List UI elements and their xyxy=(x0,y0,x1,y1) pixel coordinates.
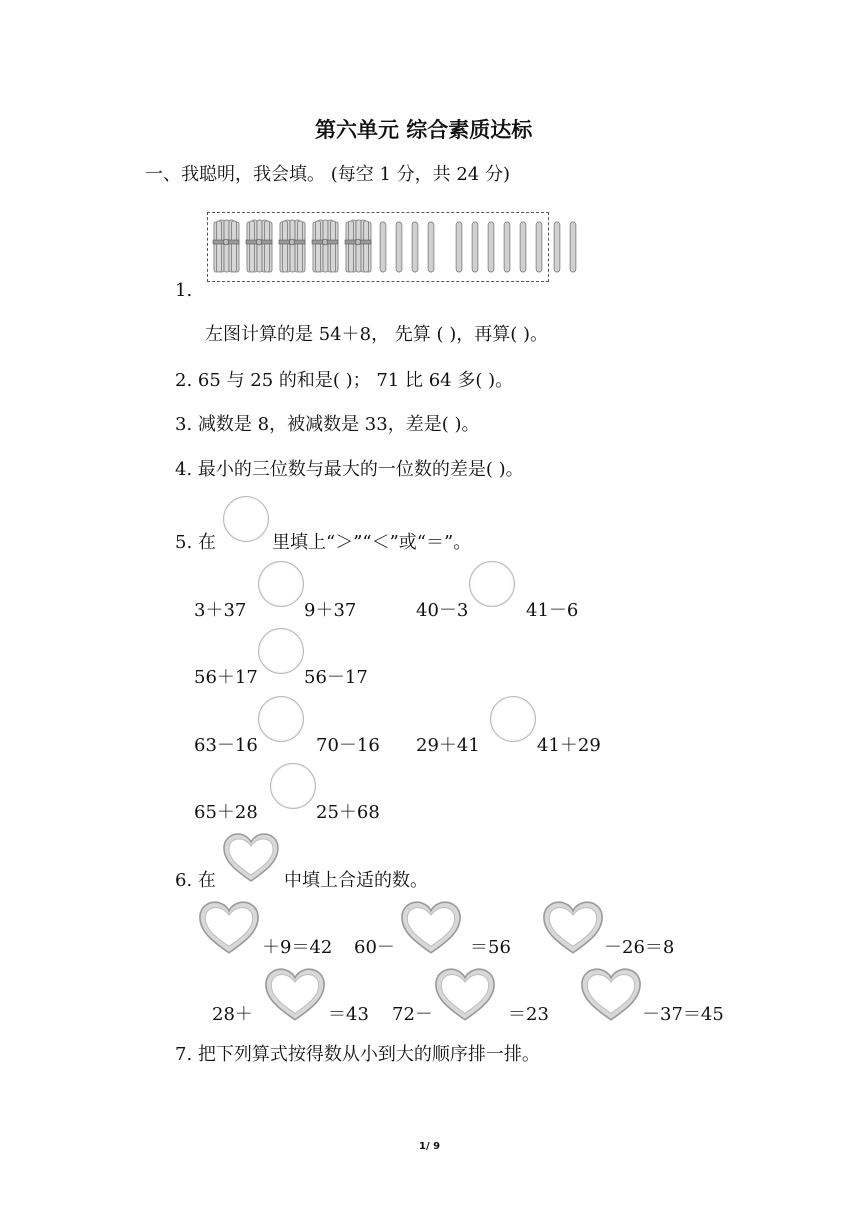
compare-circle-icon xyxy=(223,496,269,542)
stick-icon xyxy=(520,222,526,272)
stick-icon xyxy=(536,222,542,272)
q2-text: 2. 65 与 25 的和是( )； 71 比 64 多( )。 xyxy=(175,370,514,391)
q7-text: 7. 把下列算式按得数从小到大的顺序排一排。 xyxy=(175,1044,540,1065)
q5-expr: 56－17 xyxy=(304,667,368,688)
q6-expr: －37＝45 xyxy=(642,1004,724,1025)
page-number: 1/ 9 xyxy=(419,1141,441,1152)
stick-icon xyxy=(504,222,510,272)
stick-icon xyxy=(412,222,418,272)
stick-icon xyxy=(456,222,462,272)
answer-circle[interactable] xyxy=(258,696,304,742)
q4-text: 4. 最小的三位数与最大的一位数的差是( )。 xyxy=(175,459,524,480)
answer-circle[interactable] xyxy=(258,561,304,607)
stick-icon xyxy=(570,222,576,272)
answer-circle[interactable] xyxy=(258,628,304,674)
stick-bundle-icon xyxy=(213,220,239,272)
stick-icon xyxy=(396,222,402,272)
q6-expr: ＝43 xyxy=(328,1004,369,1025)
q5-expr: 25＋68 xyxy=(316,802,380,823)
answer-heart[interactable] xyxy=(196,900,262,956)
stick-icon xyxy=(472,222,478,272)
answer-heart[interactable] xyxy=(432,967,498,1023)
q5-expr: 41－6 xyxy=(526,600,579,621)
q6-prefix: 6. 在 xyxy=(175,870,216,891)
page-title: 第六单元 综合素质达标 xyxy=(315,118,533,142)
q6-expr: 60－ xyxy=(354,937,395,958)
answer-heart[interactable] xyxy=(540,900,606,956)
q5-expr: 41＋29 xyxy=(537,735,601,756)
q5-expr: 3＋37 xyxy=(194,600,247,621)
q5-expr: 70－16 xyxy=(316,735,380,756)
stick-icon xyxy=(488,222,494,272)
answer-circle[interactable] xyxy=(270,763,316,809)
q6-expr: ＝56 xyxy=(470,937,511,958)
q6-expr: 28＋ xyxy=(212,1004,253,1025)
q6-expr: －26＝8 xyxy=(604,937,675,958)
q1-text: 左图计算的是 54＋8， 先算 ( )，再算( )。 xyxy=(205,324,549,345)
stick-icon xyxy=(428,222,434,272)
stick-icon xyxy=(554,222,560,272)
answer-circle[interactable] xyxy=(490,696,536,742)
q5-expr: 56＋17 xyxy=(194,667,258,688)
answer-heart[interactable] xyxy=(578,967,644,1023)
q1-number: 1. xyxy=(175,280,193,301)
q6-expr: 72－ xyxy=(392,1004,433,1025)
q5-expr: 9＋37 xyxy=(304,600,357,621)
q5-suffix: 里填上“＞”“＜”或“＝”。 xyxy=(272,532,472,553)
answer-heart[interactable] xyxy=(398,900,464,956)
q6-expr: ＋9＝42 xyxy=(262,937,333,958)
q6-expr: ＝23 xyxy=(508,1004,549,1025)
stick-icon xyxy=(380,222,386,272)
heart-icon xyxy=(220,832,282,884)
stick-bundle-icon xyxy=(312,220,338,272)
q5-prefix: 5. 在 xyxy=(175,532,216,553)
stick-bundle-icon xyxy=(246,220,272,272)
stick-bundle-icon xyxy=(345,220,371,272)
q5-expr: 63－16 xyxy=(194,735,258,756)
q3-text: 3. 减数是 8，被减数是 33，差是( )。 xyxy=(175,414,480,435)
answer-circle[interactable] xyxy=(469,561,515,607)
q5-expr: 65＋28 xyxy=(194,802,258,823)
q5-expr: 29＋41 xyxy=(416,735,480,756)
stick-bundle-icon xyxy=(279,220,305,272)
section-heading: 一、我聪明，我会填。 (每空 1 分，共 24 分) xyxy=(145,164,511,185)
q5-expr: 40－3 xyxy=(416,600,469,621)
q6-suffix: 中填上合适的数。 xyxy=(284,870,428,891)
answer-heart[interactable] xyxy=(262,967,328,1023)
counting-sticks-figure xyxy=(212,218,582,280)
